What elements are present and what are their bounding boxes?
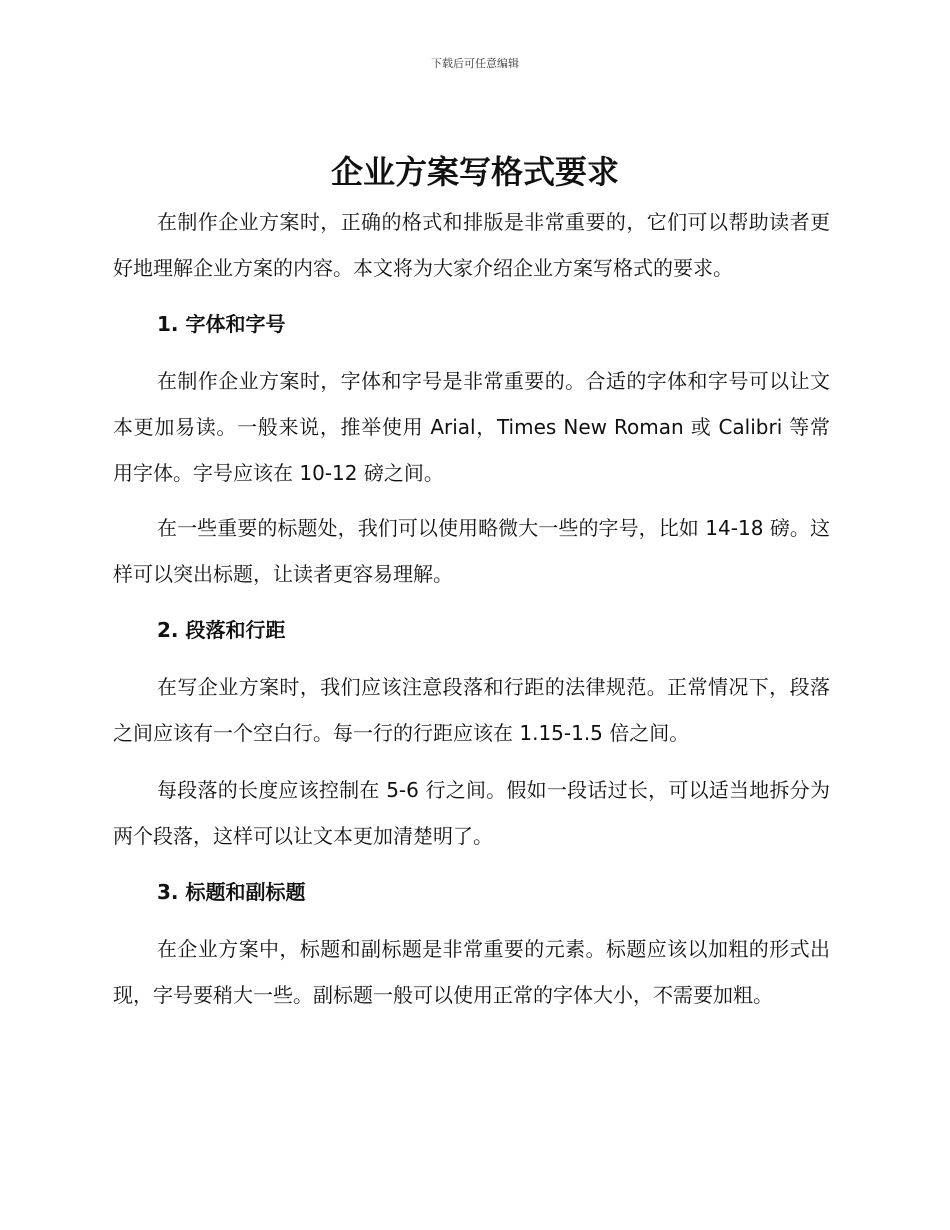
section-paragraph: 在制作企业方案时，字体和字号是非常重要的。合适的字体和字号可以让文本更加易读。一般来说，推举使用 Arial，Times New Roman 或 Calibri 等常用字体。字号应该在 10-12 磅之间。 xyxy=(113,369,830,485)
header-note: 下载后可任意编辑 xyxy=(431,57,519,70)
section-paragraph: 每段落的长度应该控制在 5-6 行之间。假如一段话过长，可以适当地拆分为两个段落，这样可以让文本更加清楚明了。 xyxy=(113,778,830,848)
section-paragraph: 在企业方案中，标题和副标题是非常重要的元素。标题应该以加粗的形式出现，字号要稍大一些。副标题一般可以使用正常的字体大小，不需要加粗。 xyxy=(113,937,830,1007)
section-paragraph: 在一些重要的标题处，我们可以使用略微大一些的字号，比如 14-18 磅。这样可以突出标题，让读者更容易理解。 xyxy=(113,516,830,586)
section-paragraph: 在写企业方案时，我们应该注意段落和行距的法律规范。正常情况下，段落之间应该有一个空白行。每一行的行距应该在 1.15-1.5 倍之间。 xyxy=(113,675,830,745)
section-heading: 2. 段落和行距 xyxy=(157,618,286,642)
section-heading: 1. 字体和字号 xyxy=(157,312,286,336)
intro-paragraph: 在制作企业方案时，正确的格式和排版是非常重要的，它们可以帮助读者更好地理解企业方案的内容。本文将为大家介绍企业方案写格式的要求。 xyxy=(113,210,830,280)
section-heading: 3. 标题和副标题 xyxy=(157,880,306,904)
document-title: 企业方案写格式要求 xyxy=(330,153,619,191)
